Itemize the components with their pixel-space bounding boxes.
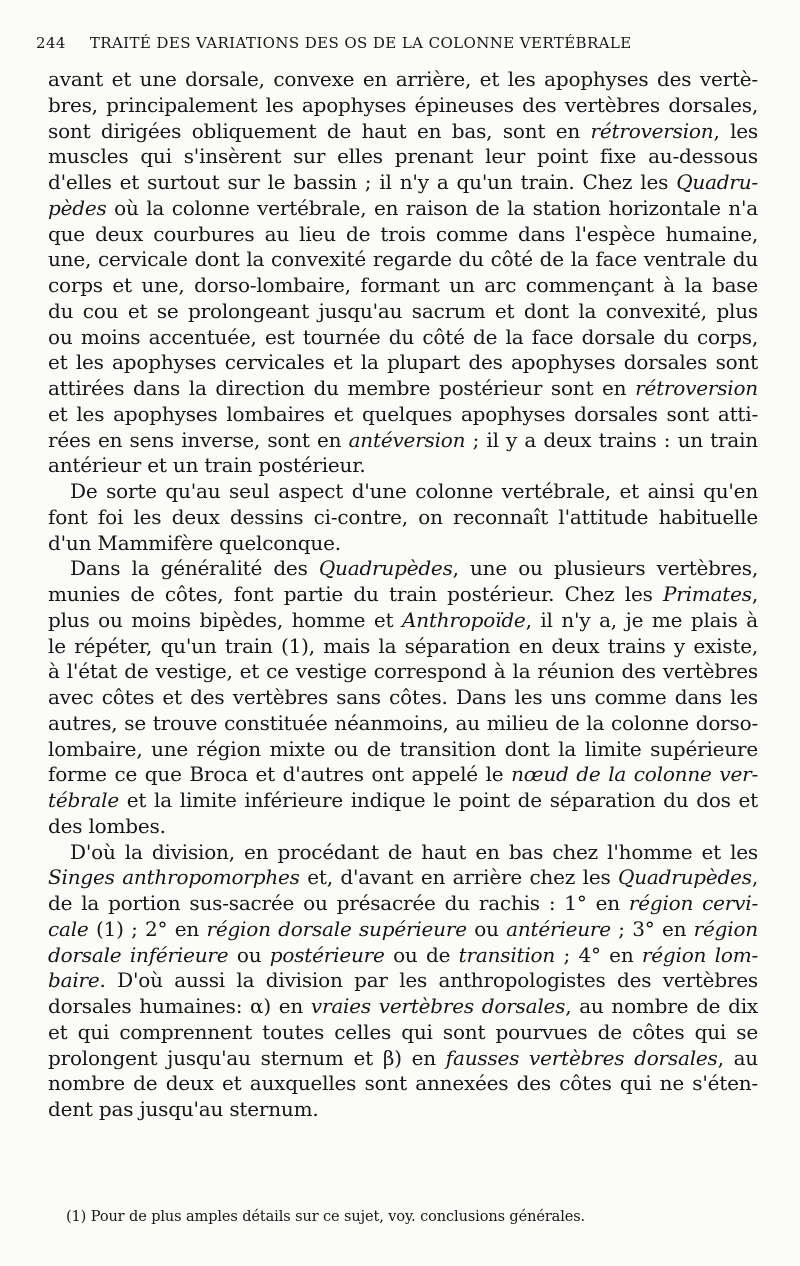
text-line: du cou et se prolongeant jusqu'au sacrum et dont la convexité, plus [48,298,758,323]
body-text [48,67,758,1123]
paragraph-first-line: Dans la généralité des Quadrupèdes, une ou plusieurs vertèbres, [70,556,758,581]
text-line: dorsales humaines: α) en vraies vertèbres dorsales, au nombre de dix [48,994,758,1018]
text-line: bres, principalement les apophyses épineuses des vertèbres dorsales, [48,92,758,117]
italic-run: Anthropoïde [402,607,526,632]
italic-run: dorsale inférieure [48,942,229,967]
text-line: attirées dans la direction du membre postérieur sont en rétroversion [48,376,758,400]
italic-run: région cervi- [628,891,759,915]
text-line: sont dirigées obliquement de haut en bas, sont en rétroversion, les [48,118,758,143]
text-line: plus ou moins bipèdes, homme et Anthropoïde, il n'y a, je me plais à [48,607,758,632]
text-line: rées en sens inverse, sont en antéversion ; il y a deux trains : un train [48,427,758,452]
text-line: d'elles et surtout sur le bassin ; il n'y a qu'un train. Chez les Quadru- [48,170,758,194]
text-line: nombre de deux et auxquelles sont annexées des côtes qui ne s'éten- [48,1071,758,1096]
text-line: munies de côtes, font partie du train postérieur. Chez les Primates, [48,582,758,606]
text-line: lombaire, une région mixte ou de transition dont la limite supérieure [48,736,758,761]
text-line: de la portion sus-sacrée ou présacrée du rachis : 1° en région cervi- [48,891,759,915]
footnote: (1) Pour de plus amples détails sur ce sujet, voy. conclusions générales. [66,1209,586,1225]
paragraph-end-line: des lombes. [48,813,166,838]
italic-run: pèdes [48,195,107,220]
text-line: et qui comprennent toutes celles qui sont pourvues de côtes qui se [48,1019,758,1044]
text-line: que deux courbures au lieu de trois comme dans l'espèce humaine, [48,221,758,246]
italic-run: région dorsale supérieure [206,916,467,941]
text-line: avant et une dorsale, convexe en arrière, et les apophyses des vertè- [48,67,758,91]
italic-run: nœud de la colonne ver- [511,762,759,787]
italic-run: Singes anthropomorphes [48,865,300,890]
italic-run: vraies vertèbres dorsales [310,994,566,1018]
italic-run: région lom- [641,942,759,967]
italic-run: tébrale [48,788,119,812]
paragraph-end-line: d'un Mammifère quelconque. [48,530,341,555]
italic-run: antérieure [506,916,611,941]
italic-run: rétroversion [635,376,758,400]
text-line: forme ce que Broca et d'autres ont appelé le nœud de la colonne ver- [48,762,759,787]
italic-run: Primates [662,582,752,606]
paragraph-end-line: dent pas jusqu'au sternum. [48,1097,319,1121]
italic-run: Quadrupèdes [318,556,453,581]
text-line: et les apophyses cervicales et la plupart des apophyses dorsales sont [48,350,758,375]
text-line: avec côtes et des vertèbres sans côtes. Dans les uns comme dans les [48,685,758,709]
paragraph-first-line: D'où la division, en procédant de haut en bas chez l'homme et les [70,839,758,864]
text-line: et les apophyses lombaires et quelques apophyses dorsales sont atti- [48,401,758,426]
page-number: 244 [36,34,66,52]
italic-run: baire [48,968,100,993]
text-line: dorsale inférieure ou postérieure ou de transition ; 4° en région lom- [48,942,759,967]
running-head [36,34,736,52]
text-line: muscles qui s'insèrent sur elles prenant leur point fixe au-dessous [48,144,758,169]
italic-run: postérieure [269,942,385,967]
paragraph-end-line: antérieur et un train postérieur. [48,453,366,478]
italic-run: fausses vertèbres dorsales [445,1045,718,1070]
italic-run: antéversion [348,427,466,452]
italic-run: Quadrupèdes [618,865,752,890]
italic-run: région [693,916,758,941]
text-line: à l'état de vestige, et ce vestige correspond à la réunion des vertèbres [48,659,758,684]
paragraph-first-line: De sorte qu'au seul aspect d'une colonne vertébrale, et ainsi qu'en [70,479,758,503]
italic-run: transition [458,942,556,967]
italic-run: Quadru- [676,170,758,194]
text-line: cale (1) ; 2° en région dorsale supérieure ou antérieure ; 3° en région [48,916,758,941]
text-line: une, cervicale dont la convexité regarde du côté de la face ventrale du [48,247,758,272]
text-line: ou moins accentuée, est tournée du côté de la face dorsale du corps, [48,324,758,349]
text-line: autres, se trouve constituée néanmoins, au milieu de la colonne dorso- [48,710,758,735]
running-title: TRAITÉ DES VARIATIONS DES OS DE LA COLONNE VERTÉBRALE [89,34,632,52]
text-line: le répéter, qu'un train (1), mais la séparation en deux trains y existe, [48,633,758,658]
text-line: baire. D'où aussi la division par les anthropologistes des vertèbres [48,968,758,993]
text-line: font foi les deux dessins ci-contre, on reconnaît l'attitude habituelle [48,504,758,529]
text-line: corps et une, dorso-lombaire, formant un arc commençant à la base [48,273,758,297]
italic-run: cale [48,916,89,941]
text-line: tébrale et la limite inférieure indique le point de séparation du dos et [48,788,758,812]
text-line: pèdes où la colonne vertébrale, en raison de la station horizontale n'a [48,195,758,220]
text-line: Singes anthropomorphes et, d'avant en arrière chez les Quadrupèdes, [48,865,759,890]
italic-run: rétroversion [590,118,714,143]
text-line: prolongent jusqu'au sternum et β) en fausses vertèbres dorsales, au [48,1045,758,1070]
